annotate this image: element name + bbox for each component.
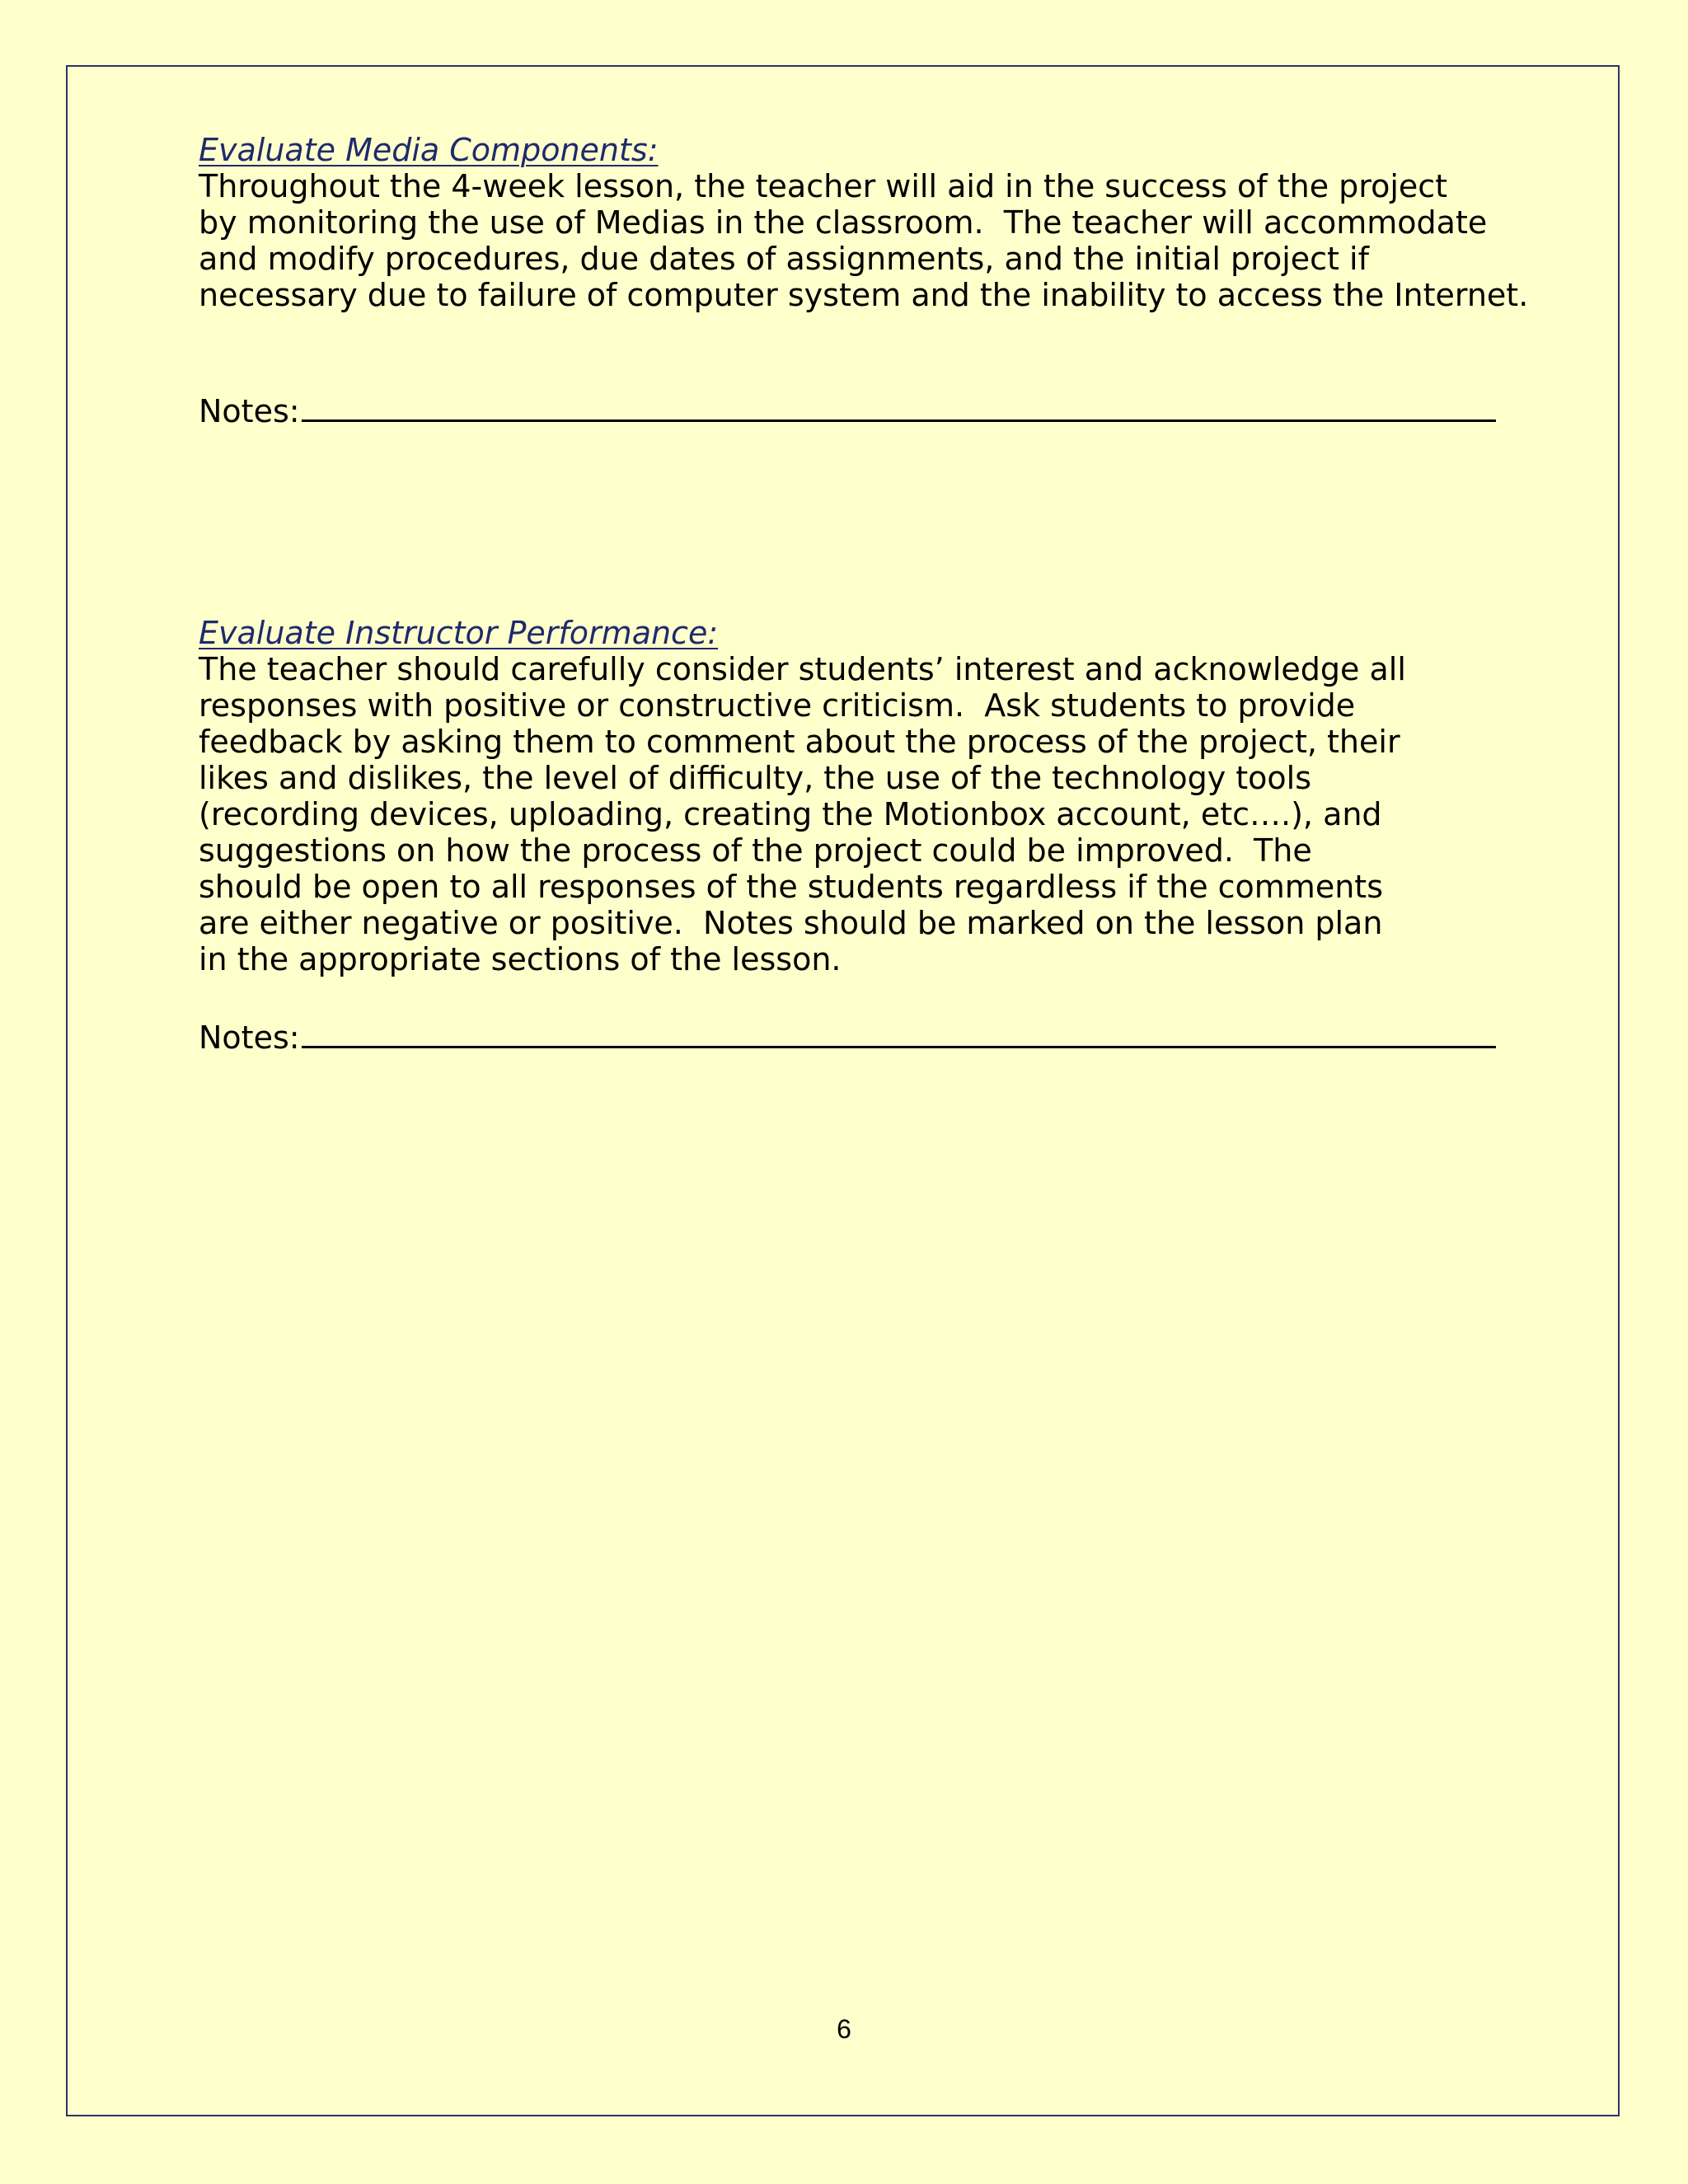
paragraph-line: responses with positive or constructive criticism. Ask students to provide	[199, 687, 1356, 724]
page-border	[66, 65, 1620, 2116]
notes-blank-line	[302, 395, 1496, 422]
paragraph-line: and modify procedures, due dates of assignments, and the initial project if	[199, 241, 1369, 277]
notes-label: Notes:	[199, 1019, 300, 1056]
page-number: 6	[837, 2014, 851, 2044]
paragraph-line: by monitoring the use of Medias in the classroom. The teacher will accommodate	[199, 204, 1488, 241]
notes-field	[199, 393, 1496, 429]
section-evaluate-media	[199, 132, 1528, 313]
paragraph-line: necessary due to failure of computer system and the inability to access the Internet.	[199, 277, 1529, 313]
paragraph-line: likes and dislikes, the level of difficulty, the use of the technology tools	[199, 760, 1312, 796]
section-evaluate-instructor	[199, 615, 1406, 977]
paragraph-line: suggestions on how the process of the project could be improved. The	[199, 832, 1312, 869]
paragraph-line: (recording devices, uploading, creating the Motionbox account, etc….), and	[199, 796, 1382, 832]
notes-label: Notes:	[199, 393, 300, 429]
paragraph-line: are either negative or positive. Notes should be marked on the lesson plan	[199, 905, 1383, 941]
paragraph-line: The teacher should carefully consider students’ interest and acknowledge all	[199, 651, 1406, 687]
paragraph-line: in the appropriate sections of the lesson.	[199, 941, 842, 977]
notes-field	[199, 1019, 1496, 1056]
paragraph-line: should be open to all responses of the students regardless if the comments	[199, 869, 1383, 905]
section-heading: Evaluate Media Components:	[199, 132, 659, 168]
paragraph-line: feedback by asking them to comment about the process of the project, their	[199, 724, 1400, 760]
paragraph-line: Throughout the 4-week lesson, the teacher will aid in the success of the project	[199, 168, 1448, 204]
section-heading: Evaluate Instructor Performance:	[199, 615, 719, 651]
notes-blank-line	[302, 1021, 1496, 1048]
